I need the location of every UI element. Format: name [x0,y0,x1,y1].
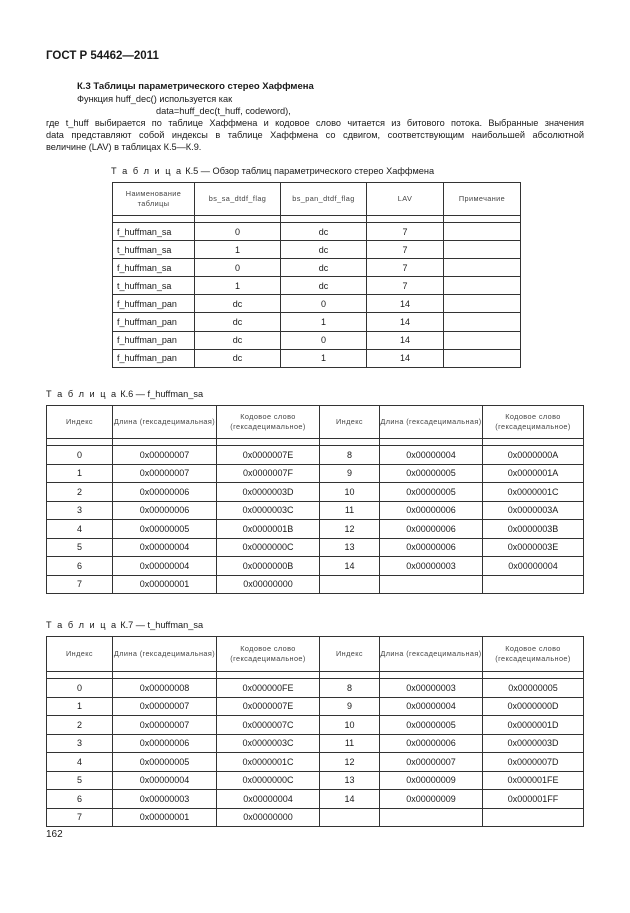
table-k7 [46,636,584,827]
table-cell: 11 [320,501,380,520]
table-cell: 0x0000003D [483,734,584,753]
caption-prefix: Т а б л и ц а [46,620,118,630]
table-row [113,259,521,277]
table-cell: 4 [47,520,113,539]
table-cell: 0x00000007 [113,716,217,735]
table-cell: 0x0000001D [483,716,584,735]
table-cell: 12 [320,753,380,772]
table-cell: dc [195,349,281,367]
table-cell: 0x0000003E [483,538,584,557]
header-cell: Примечание [444,183,521,216]
caption-text: К.5 — Обзор таблиц параметрического стерео Хаффмена [185,166,435,176]
table-k6 [46,405,584,594]
table-row [47,520,584,539]
header-row [47,406,584,439]
table-cell: 0x0000007E [217,697,320,716]
table-cell: 0x00000007 [380,753,483,772]
table-cell: 0x0000000D [483,697,584,716]
table-cell: 0x00000009 [380,790,483,809]
table-cell: dc [281,277,367,295]
gap-cell [47,439,113,446]
table-cell: 0x00000005 [380,483,483,502]
gap-cell [47,672,113,679]
table-cell: 0x0000000C [217,771,320,790]
intro-line-4: data представляют собой индексы в таблице Хаффмена со сдвигом, соответствующим наибольшей абсолютной [46,130,584,140]
header-row [113,183,521,216]
table-cell: 0x0000000B [217,557,320,576]
table-row [47,790,584,809]
header-cell: Кодовое слово (гексадецимальное) [483,637,584,672]
table-cell: 0x00000006 [113,501,217,520]
section-title: К.3 Таблицы параметрического стерео Хаффмена [77,81,314,92]
header-cell: Индекс [320,637,380,672]
table-cell: 0x0000003A [483,501,584,520]
table-cell: 1 [281,349,367,367]
table-cell: 7 [367,259,444,277]
table-cell: 0x0000007C [217,716,320,735]
gap-cell [217,439,320,446]
gap-cell [113,672,217,679]
table-cell: 0x00000000 [217,575,320,594]
table-cell: 0x00000008 [113,679,217,698]
table-row [47,557,584,576]
header-cell: bs_pan_dtdf_flag [281,183,367,216]
table-cell [444,241,521,259]
gap-cell [367,216,444,223]
table-cell: t_huffman_sa [113,241,195,259]
table-cell: 7 [367,241,444,259]
table-cell: 0x00000005 [380,716,483,735]
table-cell: f_huffman_sa [113,223,195,241]
header-cell: Кодовое слово (гексадецимальное) [483,406,584,439]
table-cell: 13 [320,538,380,557]
table-cell: f_huffman_pan [113,295,195,313]
table-row [47,716,584,735]
table-cell: f_huffman_pan [113,331,195,349]
table-cell: 6 [47,790,113,809]
gap-cell [281,216,367,223]
table-cell: 1 [281,313,367,331]
table-cell: 0x00000006 [380,734,483,753]
header-row [47,637,584,672]
table-cell: 0x0000000A [483,446,584,465]
table-cell [320,808,380,827]
gap-cell [483,672,584,679]
table-cell: 0x00000004 [483,557,584,576]
table-cell: 0x00000007 [113,446,217,465]
header-gap [47,672,584,679]
table-cell: 0x0000007E [217,446,320,465]
table-cell: 14 [367,295,444,313]
table-row [113,241,521,259]
table-cell: f_huffman_pan [113,313,195,331]
table-row [47,697,584,716]
table-cell [444,331,521,349]
table-cell: 0x00000003 [380,679,483,698]
table-cell [444,313,521,331]
table-cell: 3 [47,501,113,520]
table-cell: 1 [47,464,113,483]
table-row [47,771,584,790]
table-cell [483,575,584,594]
table-row [47,679,584,698]
header-gap [113,216,521,223]
table-cell: 7 [367,277,444,295]
gap-cell [444,216,521,223]
header-gap [47,439,584,446]
table-cell: f_huffman_sa [113,259,195,277]
table-row [113,349,521,367]
table-cell: 0x0000001A [483,464,584,483]
table-row [113,223,521,241]
table-cell [444,223,521,241]
header-cell: Индекс [320,406,380,439]
gap-cell [380,439,483,446]
table-cell: 0x00000006 [113,483,217,502]
table-cell: dc [281,223,367,241]
table-cell: 10 [320,716,380,735]
header-cell: Длина (гексадецимальная) [380,406,483,439]
table-cell: 1 [195,277,281,295]
table-cell: 13 [320,771,380,790]
gap-cell [217,672,320,679]
table-cell [380,808,483,827]
table-cell: 0x0000003D [217,483,320,502]
table-k5-caption [111,166,434,176]
table-cell: 0x000000FE [217,679,320,698]
table-k5 [112,182,521,368]
gap-cell [320,672,380,679]
table-cell: 2 [47,716,113,735]
table-cell: 0 [281,331,367,349]
table-cell [483,808,584,827]
table-cell: 9 [320,464,380,483]
table-cell: 0x000001FE [483,771,584,790]
table-cell: 0x00000005 [483,679,584,698]
header-cell: Индекс [47,637,113,672]
header-cell: Длина (гексадецимальная) [113,637,217,672]
intro-formula: data=huff_dec(t_huff, codeword), [156,106,291,116]
table-cell: 0 [195,223,281,241]
table-cell: 11 [320,734,380,753]
table-cell: 3 [47,734,113,753]
table-cell: 14 [320,557,380,576]
table-cell: 7 [367,223,444,241]
table-cell: 0x00000003 [113,790,217,809]
table-cell: 0x00000003 [380,557,483,576]
table-cell: 12 [320,520,380,539]
document-header: ГОСТ Р 54462—2011 [46,50,159,62]
table-cell: 7 [47,575,113,594]
table-cell: 0x00000005 [380,464,483,483]
table-row [47,446,584,465]
table-row [47,501,584,520]
table-row [47,734,584,753]
intro-line-3: где t_huff выбирается по таблице Хаффмена и кодовое слово читается из битового потока. Выбранные значения [46,118,584,128]
table-cell: 10 [320,483,380,502]
table-cell: 0x00000004 [380,697,483,716]
table-cell: 0x00000004 [380,446,483,465]
table-cell: 0x00000004 [217,790,320,809]
table-cell: 0 [281,295,367,313]
table-cell: 14 [367,313,444,331]
table-cell: 7 [47,808,113,827]
gap-cell [195,216,281,223]
table-cell: dc [281,241,367,259]
table-cell: 0x00000004 [113,557,217,576]
table-k6-caption [46,389,203,399]
header-cell: LAV [367,183,444,216]
table-cell: 0 [47,446,113,465]
caption-prefix: Т а б л и ц а [46,389,118,399]
header-cell: Кодовое слово (гексадецимальное) [217,637,320,672]
gap-cell [320,439,380,446]
gap-cell [113,216,195,223]
table-cell: dc [281,259,367,277]
table-cell: dc [195,313,281,331]
gap-cell [380,672,483,679]
table-cell: 5 [47,771,113,790]
table-cell: 0x000001FF [483,790,584,809]
intro-line-5: величине (LAV) в таблицах К.5—К.9. [46,142,202,152]
table-cell: 0x00000007 [113,697,217,716]
caption-text: К.6 — f_huffman_sa [120,389,204,399]
table-cell: 0x0000003B [483,520,584,539]
table-cell: 0x00000001 [113,808,217,827]
table-cell: 1 [195,241,281,259]
intro-line-1: Функция huff_dec() используется как [77,94,233,104]
table-cell: 0x00000006 [113,734,217,753]
table-cell: f_huffman_pan [113,349,195,367]
table-row [47,483,584,502]
table-cell: dc [195,331,281,349]
caption-prefix: Т а б л и ц а [111,166,183,176]
header-cell: Длина (гексадецимальная) [113,406,217,439]
table-cell [444,277,521,295]
table-cell: 0x0000001C [217,753,320,772]
table-cell: 0x00000004 [113,538,217,557]
table-cell: 14 [367,331,444,349]
table-row [47,575,584,594]
table-cell: 0x00000001 [113,575,217,594]
table-cell: 0x0000007F [217,464,320,483]
table-cell: 0x00000007 [113,464,217,483]
table-cell: 0x0000007D [483,753,584,772]
gap-cell [113,439,217,446]
table-cell [320,575,380,594]
page-number: 162 [46,829,63,840]
table-cell: 0 [47,679,113,698]
table-cell: 0x0000001C [483,483,584,502]
table-cell: 14 [367,349,444,367]
table-cell: 0x0000000C [217,538,320,557]
table-cell: 0x00000006 [380,501,483,520]
table-cell: 0x00000005 [113,753,217,772]
table-row [113,295,521,313]
table-cell: 6 [47,557,113,576]
header-cell: bs_sa_dtdf_flag [195,183,281,216]
gap-cell [483,439,584,446]
header-cell: Наименование таблицы [113,183,195,216]
table-cell: 0x00000004 [113,771,217,790]
table-cell: 14 [320,790,380,809]
table-cell: t_huffman_sa [113,277,195,295]
table-row [47,753,584,772]
table-cell: 0x00000005 [113,520,217,539]
table-cell: 9 [320,697,380,716]
table-cell [444,295,521,313]
table-k7-caption [46,620,203,630]
header-cell: Кодовое слово (гексадецимальное) [217,406,320,439]
table-cell: 1 [47,697,113,716]
table-cell: 0 [195,259,281,277]
header-cell: Длина (гексадецимальная) [380,637,483,672]
table-row [113,277,521,295]
table-cell: 4 [47,753,113,772]
table-cell [444,349,521,367]
table-cell [444,259,521,277]
table-row [47,464,584,483]
table-cell: 0x0000001B [217,520,320,539]
table-cell: 8 [320,446,380,465]
table-cell: dc [195,295,281,313]
table-cell: 0x0000003C [217,501,320,520]
table-cell: 0x00000006 [380,538,483,557]
table-cell: 0x0000003C [217,734,320,753]
caption-text: К.7 — t_huffman_sa [120,620,204,630]
table-cell: 0x00000000 [217,808,320,827]
table-row [113,313,521,331]
table-row [113,331,521,349]
table-cell: 8 [320,679,380,698]
table-cell: 2 [47,483,113,502]
table-cell: 0x00000009 [380,771,483,790]
table-cell: 5 [47,538,113,557]
table-cell [380,575,483,594]
header-cell: Индекс [47,406,113,439]
table-cell: 0x00000006 [380,520,483,539]
table-row [47,808,584,827]
table-row [47,538,584,557]
